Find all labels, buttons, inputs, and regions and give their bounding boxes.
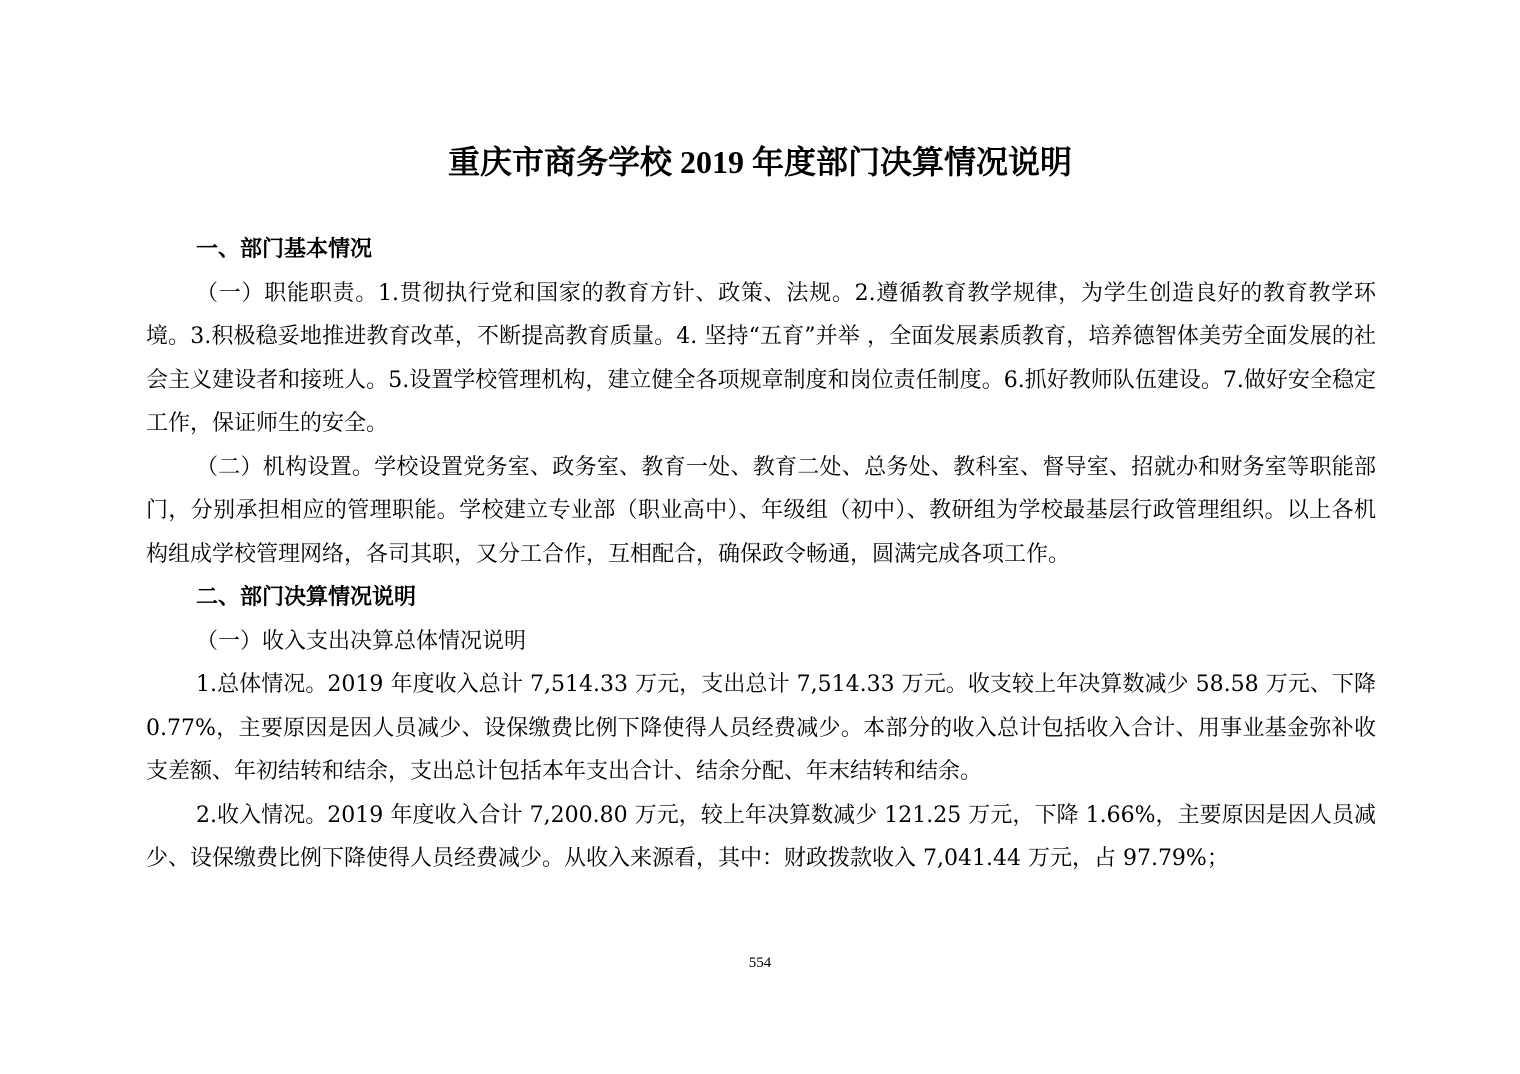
page-number: 554 <box>748 955 772 971</box>
section-heading-basic-info: 一、部门基本情况 <box>196 237 373 262</box>
section-heading-final-accounts: 二、部门决算情况说明 <box>196 585 417 610</box>
paragraph-functions-duties: （一）职能职责。1.贯彻执行党和国家的教育方针、政策、法规。2.遵循教育教学规律，为学生创造良好的教育教学环境。3.积极稳妥地推进教育改革，不断提高教育质量。4. 坚持“五育”并举 ，全面发展素质教育，培养德智体美劳全面发展的社会主义建设者和接班人。5.设置学校管理机构，建立健全各项规章制度和岗位责任制度。6.抓好教师队伍建设。7.做好安全稳定工作，保证师生的安全。 <box>146 280 1376 436</box>
paragraph-overall-situation: 1.总体情况。2019 年度收入总计 7,514.33 万元，支出总计 7,514.33 万元。收支较上年决算数减少 58.58 万元、下降 0.77%，主要原因是因人员减少、设保缴费比例下降使得人员经费减少。本部分的收入总计包括收入合计、用事业基金弥补收支差额、年初结转和结余，支出总计包括本年支出合计、结余分配、年末结转和结余。 <box>146 672 1376 784</box>
paragraph-organization: （二）机构设置。学校设置党务室、政务室、教育一处、教育二处、总务处、教科室、督导室、招就办和财务室等职能部门，分别承担相应的管理职能。学校建立专业部（职业高中）、年级组（初中）、教研组为学校最基层行政管理组织。以上各机构组成学校管理网络，各司其职，又分工合作，互相配合，确保政令畅通，圆满完成各项工作。 <box>146 454 1376 567</box>
paragraph-income-situation: 2.收入情况。2019 年度收入合计 7,200.80 万元，较上年决算数减少 121.25 万元，下降 1.66%，主要原因是因人员减少、设保缴费比例下降使得人员经费减少。从收入来源看，其中：财政拨款收入 7,041.44 万元，占 97.79%； <box>146 802 1376 871</box>
subheading-income-expense-overview: （一）收入支出决算总体情况说明 <box>196 628 527 654</box>
document-title: 重庆市商务学校 2019 年度部门决算情况说明 <box>447 144 1072 180</box>
document-body <box>146 228 1376 881</box>
